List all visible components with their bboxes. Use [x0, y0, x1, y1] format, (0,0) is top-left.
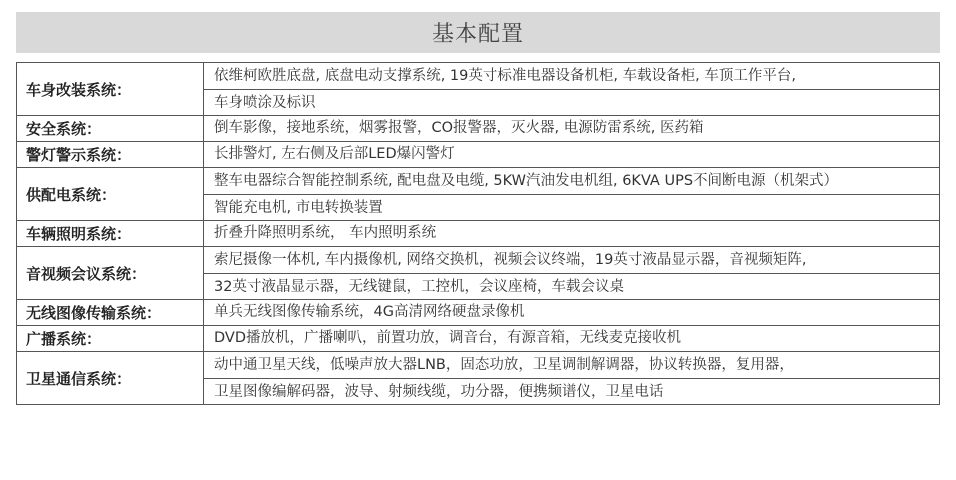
content-cell — [204, 221, 940, 247]
content-cell — [204, 247, 940, 300]
table-row — [17, 326, 940, 352]
content-line: 折叠升降照明系统， 车内照明系统 — [214, 225, 437, 241]
table-row — [17, 63, 940, 116]
category-cell: 音视频会议系统： — [17, 247, 204, 300]
content-cell — [204, 63, 940, 116]
category-cell: 车辆照明系统： — [17, 221, 204, 247]
content-cell — [204, 300, 940, 326]
table-row — [17, 300, 940, 326]
category-cell: 供配电系统： — [17, 168, 204, 221]
content-line: DVD播放机，广播喇叭，前置功放，调音台，有源音箱，无线麦克接收机 — [214, 330, 681, 346]
content-line: 单兵无线图像传输系统，4G高清网络硬盘录像机 — [214, 304, 525, 320]
category-cell: 卫星通信系统： — [17, 352, 204, 405]
content-line: 依维柯欧胜底盘, 底盘电动支撑系统, 19英寸标准电器设备机柜, 车载设备柜, 车顶工作平台, — [214, 68, 796, 84]
content-cell — [204, 116, 940, 142]
category-cell: 警灯警示系统： — [17, 142, 204, 168]
content-cell — [204, 142, 940, 168]
content-cell — [204, 168, 940, 221]
table-row — [17, 352, 940, 405]
content-line: 动中通卫星天线，低噪声放大器LNB，固态功放，卫星调制解调器，协议转换器，复用器， — [214, 357, 794, 373]
table-row — [17, 116, 940, 142]
content-line: 索尼摄像一体机, 车内摄像机, 网络交换机，视频会议终端，19英寸液晶显示器，音视频矩阵, — [214, 252, 807, 268]
content-line: 车身喷涂及标识 — [204, 89, 939, 115]
page-title: 基本配置 — [431, 22, 524, 47]
table-row — [17, 221, 940, 247]
content-line: 长排警灯, 左右侧及后部LED爆闪警灯 — [214, 146, 455, 162]
content-line: 32英寸液晶显示器，无线键鼠，工控机，会议座椅，车载会议桌 — [204, 273, 939, 299]
category-cell: 车身改装系统： — [17, 63, 204, 116]
content-cell — [204, 326, 940, 352]
category-cell: 无线图像传输系统： — [17, 300, 204, 326]
content-cell — [204, 352, 940, 405]
content-line: 倒车影像，接地系统，烟雾报警，CO报警器，灭火器, 电源防雷系统, 医药箱 — [214, 120, 704, 136]
content-line: 智能充电机, 市电转换装置 — [204, 194, 939, 220]
title-bar — [16, 12, 940, 53]
table-row — [17, 142, 940, 168]
content-line: 整车电器综合智能控制系统, 配电盘及电缆, 5KW汽油发电机组, 6KVA UPS不间断电源（机架式） — [214, 173, 839, 189]
content-line: 卫星图像编解码器，波导、射频线缆，功分器，便携频谱仪，卫星电话 — [204, 378, 939, 404]
category-cell: 安全系统： — [17, 116, 204, 142]
config-table — [16, 62, 940, 405]
table-row — [17, 247, 940, 300]
table-row — [17, 168, 940, 221]
category-cell: 广播系统： — [17, 326, 204, 352]
